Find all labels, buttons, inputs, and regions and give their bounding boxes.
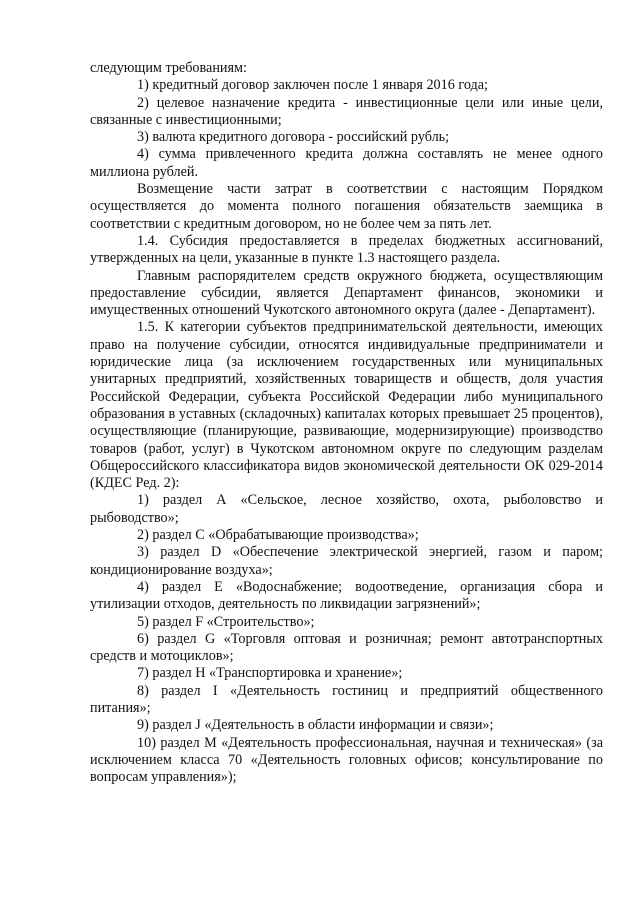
section-item-1: 1) раздел А «Сельское, лесное хозяйство, охота, рыболовство и рыбоводство»; [90, 492, 603, 526]
paragraph-reimbursement: Возмещение части затрат в соответствии с настоящим Порядком осуществляется до момента полного погашения обязательств заемщика в соответствии с кредитным договором, но не более чем за пять лет. [90, 181, 603, 232]
paragraph-1-4: 1.4. Субсидия предоставляется в пределах бюджетных ассигнований, утвержденных на цели, указанные в пункте 1.3 настоящего раздела. [90, 232, 603, 267]
section-item-4: 4) раздел Е «Водоснабжение; водоотведение, организация сбора и утилизации отходов, деятельность по ликвидации загрязнений»; [90, 578, 603, 613]
paragraph-main-administrator: Главным распорядителем средств окружного бюджета, осуществляющим предоставление субсидии, является Департамент финансов, экономики и имущественных отношений Чукотского автономного округа (далее - Департамент). [90, 267, 603, 319]
section-item-7: 7) раздел Н «Транспортировка и хранение»; [137, 665, 403, 682]
section-item-6: 6) раздел G «Торговля оптовая и розничная; ремонт автотранспортных средств и мотоциклов»; [90, 630, 603, 665]
requirement-item-3: 3) валюта кредитного договора - российский рубль; [137, 129, 450, 146]
section-item-2: 2) раздел С «Обрабатывающие производства»; [137, 527, 419, 544]
section-item-8: 8) раздел I «Деятельность гостиниц и предприятий общественного питания»; [90, 682, 603, 716]
section-item-5: 5) раздел F «Строительство»; [137, 613, 315, 630]
paragraph-continuation: следующим требованиям: [90, 60, 247, 76]
requirement-item-1: 1) кредитный договор заключен после 1 января 2016 года; [137, 77, 488, 94]
paragraph-1-5: 1.5. К категории субъектов предпринимательской деятельности, имеющих право на получение субсидии, относятся индивидуальные предприниматели и юридические лица (за исключением государственных или муниципальных унитарных предприятий, хозяйственных товариществ и обществ, доля участия Российской Федерации, субъекта Российской Федерации либо муниципального образования в уставных (складочных) капиталах которых превышает 25 процентов), осуществляющие (планирующие, развивающие, модернизирующие) производство товаров (работ, услуг) в Чукотском автономном округе по следующим разделам Общероссийского классификатора видов экономической деятельности ОК 029-2014 (КДЕС Ред. 2): [90, 319, 603, 492]
section-item-3: 3) раздел D «Обеспечение электрической энергией, газом и паром; кондиционирование воздуха»; [90, 544, 603, 578]
section-item-10: 10) раздел М «Деятельность профессиональная, научная и техническая» (за исключением класса 70 «Деятельность головных офисов; консультирование по вопросам управления»); [90, 734, 603, 786]
section-item-9: 9) раздел J «Деятельность в области информации и связи»; [137, 717, 494, 734]
requirement-item-4: 4) сумма привлеченного кредита должна составлять не менее одного миллиона рублей. [90, 146, 603, 180]
requirement-item-2: 2) целевое назначение кредита - инвестиционные цели или иные цели, связанные с инвестиционными; [90, 94, 603, 128]
document-page [90, 60, 603, 786]
